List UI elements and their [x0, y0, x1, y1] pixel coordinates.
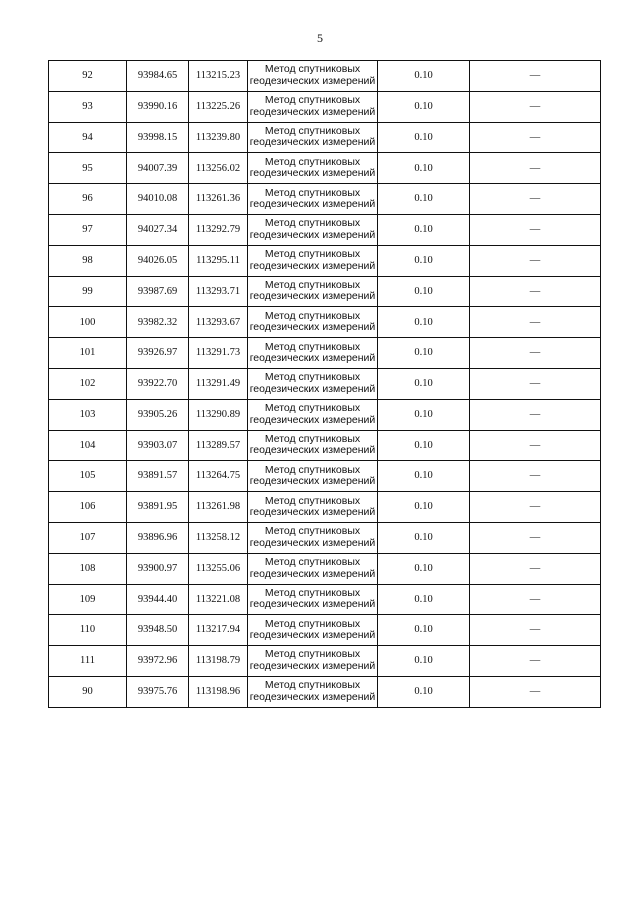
note-cell: — — [470, 522, 601, 553]
accuracy-cell: 0.10 — [378, 338, 470, 369]
accuracy-cell: 0.10 — [378, 399, 470, 430]
point-number-cell: 107 — [49, 522, 127, 553]
point-number-cell: 93 — [49, 91, 127, 122]
y-coordinate-cell: 113290.89 — [189, 399, 248, 430]
method-cell: Метод спутниковых геодезических измерений — [248, 553, 378, 584]
note-cell: — — [470, 214, 601, 245]
x-coordinate-cell: 93903.07 — [127, 430, 189, 461]
y-coordinate-cell: 113255.06 — [189, 553, 248, 584]
x-coordinate-cell: 94010.08 — [127, 184, 189, 215]
point-number-cell: 95 — [49, 153, 127, 184]
point-number-cell: 111 — [49, 646, 127, 677]
accuracy-cell: 0.10 — [378, 122, 470, 153]
method-cell: Метод спутниковых геодезических измерений — [248, 492, 378, 523]
table-row — [49, 307, 601, 338]
accuracy-cell: 0.10 — [378, 184, 470, 215]
x-coordinate-cell: 93948.50 — [127, 615, 189, 646]
method-cell: Метод спутниковых геодезических измерений — [248, 646, 378, 677]
table-row — [49, 676, 601, 707]
accuracy-cell: 0.10 — [378, 584, 470, 615]
note-cell: — — [470, 553, 601, 584]
y-coordinate-cell: 113221.08 — [189, 584, 248, 615]
table-row — [49, 399, 601, 430]
method-cell: Метод спутниковых геодезических измерений — [248, 615, 378, 646]
method-cell: Метод спутниковых геодезических измерений — [248, 91, 378, 122]
table-row — [49, 276, 601, 307]
accuracy-cell: 0.10 — [378, 61, 470, 92]
y-coordinate-cell: 113217.94 — [189, 615, 248, 646]
note-cell: — — [470, 615, 601, 646]
x-coordinate-cell: 93922.70 — [127, 368, 189, 399]
x-coordinate-cell: 94026.05 — [127, 245, 189, 276]
y-coordinate-cell: 113291.73 — [189, 338, 248, 369]
x-coordinate-cell: 93900.97 — [127, 553, 189, 584]
point-number-cell: 110 — [49, 615, 127, 646]
table-row — [49, 646, 601, 677]
note-cell: — — [470, 430, 601, 461]
y-coordinate-cell: 113293.71 — [189, 276, 248, 307]
point-number-cell: 105 — [49, 461, 127, 492]
method-cell: Метод спутниковых геодезических измерений — [248, 368, 378, 399]
x-coordinate-cell: 93891.57 — [127, 461, 189, 492]
accuracy-cell: 0.10 — [378, 276, 470, 307]
note-cell: — — [470, 368, 601, 399]
x-coordinate-cell: 93982.32 — [127, 307, 189, 338]
y-coordinate-cell: 113198.96 — [189, 676, 248, 707]
y-coordinate-cell: 113289.57 — [189, 430, 248, 461]
method-cell: Метод спутниковых геодезических измерений — [248, 522, 378, 553]
y-coordinate-cell: 113295.11 — [189, 245, 248, 276]
table-row — [49, 122, 601, 153]
point-number-cell: 108 — [49, 553, 127, 584]
point-number-cell: 103 — [49, 399, 127, 430]
coordinates-table — [48, 60, 601, 708]
x-coordinate-cell: 94007.39 — [127, 153, 189, 184]
accuracy-cell: 0.10 — [378, 461, 470, 492]
x-coordinate-cell: 93905.26 — [127, 399, 189, 430]
y-coordinate-cell: 113225.26 — [189, 91, 248, 122]
y-coordinate-cell: 113261.98 — [189, 492, 248, 523]
accuracy-cell: 0.10 — [378, 615, 470, 646]
y-coordinate-cell: 113261.36 — [189, 184, 248, 215]
y-coordinate-cell: 113256.02 — [189, 153, 248, 184]
note-cell: — — [470, 61, 601, 92]
x-coordinate-cell: 94027.34 — [127, 214, 189, 245]
point-number-cell: 94 — [49, 122, 127, 153]
y-coordinate-cell: 113258.12 — [189, 522, 248, 553]
table-row — [49, 522, 601, 553]
accuracy-cell: 0.10 — [378, 522, 470, 553]
note-cell: — — [470, 676, 601, 707]
x-coordinate-cell: 93891.95 — [127, 492, 189, 523]
page-number: 5 — [317, 31, 323, 45]
y-coordinate-cell: 113291.49 — [189, 368, 248, 399]
note-cell: — — [470, 399, 601, 430]
method-cell: Метод спутниковых геодезических измерений — [248, 214, 378, 245]
x-coordinate-cell: 93998.15 — [127, 122, 189, 153]
x-coordinate-cell: 93975.76 — [127, 676, 189, 707]
point-number-cell: 106 — [49, 492, 127, 523]
table-row — [49, 368, 601, 399]
note-cell: — — [470, 91, 601, 122]
x-coordinate-cell: 93896.96 — [127, 522, 189, 553]
accuracy-cell: 0.10 — [378, 430, 470, 461]
method-cell: Метод спутниковых геодезических измерений — [248, 307, 378, 338]
accuracy-cell: 0.10 — [378, 245, 470, 276]
table-row — [49, 91, 601, 122]
accuracy-cell: 0.10 — [378, 214, 470, 245]
point-number-cell: 92 — [49, 61, 127, 92]
point-number-cell: 104 — [49, 430, 127, 461]
table-row — [49, 153, 601, 184]
point-number-cell: 100 — [49, 307, 127, 338]
y-coordinate-cell: 113215.23 — [189, 61, 248, 92]
y-coordinate-cell: 113239.80 — [189, 122, 248, 153]
method-cell: Метод спутниковых геодезических измерений — [248, 584, 378, 615]
table-row — [49, 245, 601, 276]
point-number-cell: 90 — [49, 676, 127, 707]
x-coordinate-cell: 93984.65 — [127, 61, 189, 92]
table-row — [49, 492, 601, 523]
point-number-cell: 97 — [49, 214, 127, 245]
table-row — [49, 430, 601, 461]
table-row — [49, 184, 601, 215]
note-cell: — — [470, 122, 601, 153]
table-row — [49, 461, 601, 492]
method-cell: Метод спутниковых геодезических измерений — [248, 61, 378, 92]
point-number-cell: 98 — [49, 245, 127, 276]
method-cell: Метод спутниковых геодезических измерений — [248, 399, 378, 430]
table-row — [49, 584, 601, 615]
method-cell: Метод спутниковых геодезических измерений — [248, 430, 378, 461]
method-cell: Метод спутниковых геодезических измерений — [248, 245, 378, 276]
accuracy-cell: 0.10 — [378, 307, 470, 338]
accuracy-cell: 0.10 — [378, 553, 470, 584]
x-coordinate-cell: 93926.97 — [127, 338, 189, 369]
x-coordinate-cell: 93944.40 — [127, 584, 189, 615]
y-coordinate-cell: 113293.67 — [189, 307, 248, 338]
x-coordinate-cell: 93972.96 — [127, 646, 189, 677]
y-coordinate-cell: 113292.79 — [189, 214, 248, 245]
method-cell: Метод спутниковых геодезических измерений — [248, 338, 378, 369]
note-cell: — — [470, 338, 601, 369]
y-coordinate-cell: 113264.75 — [189, 461, 248, 492]
method-cell: Метод спутниковых геодезических измерений — [248, 276, 378, 307]
coordinates-table-body — [49, 61, 601, 708]
accuracy-cell: 0.10 — [378, 492, 470, 523]
table-row — [49, 338, 601, 369]
method-cell: Метод спутниковых геодезических измерений — [248, 184, 378, 215]
point-number-cell: 109 — [49, 584, 127, 615]
x-coordinate-cell: 93990.16 — [127, 91, 189, 122]
y-coordinate-cell: 113198.79 — [189, 646, 248, 677]
point-number-cell: 99 — [49, 276, 127, 307]
accuracy-cell: 0.10 — [378, 368, 470, 399]
method-cell: Метод спутниковых геодезических измерений — [248, 153, 378, 184]
note-cell: — — [470, 153, 601, 184]
table-row — [49, 615, 601, 646]
note-cell: — — [470, 461, 601, 492]
table-row — [49, 553, 601, 584]
accuracy-cell: 0.10 — [378, 676, 470, 707]
accuracy-cell: 0.10 — [378, 91, 470, 122]
note-cell: — — [470, 276, 601, 307]
accuracy-cell: 0.10 — [378, 153, 470, 184]
note-cell: — — [470, 245, 601, 276]
point-number-cell: 101 — [49, 338, 127, 369]
note-cell: — — [470, 492, 601, 523]
method-cell: Метод спутниковых геодезических измерений — [248, 676, 378, 707]
table-row — [49, 214, 601, 245]
accuracy-cell: 0.10 — [378, 646, 470, 677]
note-cell: — — [470, 184, 601, 215]
point-number-cell: 102 — [49, 368, 127, 399]
note-cell: — — [470, 307, 601, 338]
method-cell: Метод спутниковых геодезических измерений — [248, 122, 378, 153]
note-cell: — — [470, 646, 601, 677]
table-row — [49, 61, 601, 92]
note-cell: — — [470, 584, 601, 615]
point-number-cell: 96 — [49, 184, 127, 215]
method-cell: Метод спутниковых геодезических измерений — [248, 461, 378, 492]
x-coordinate-cell: 93987.69 — [127, 276, 189, 307]
